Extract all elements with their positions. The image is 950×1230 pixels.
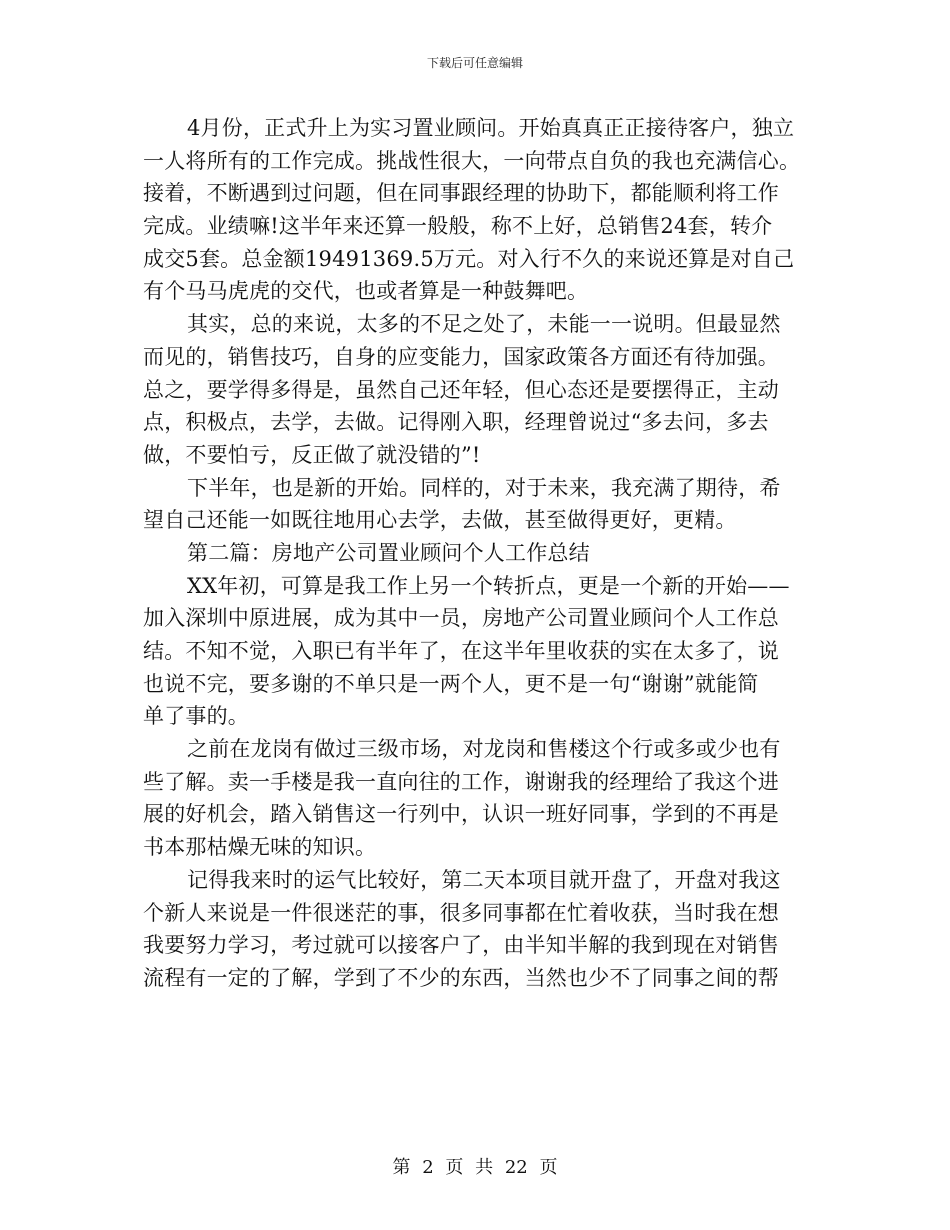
text-line: 一人将所有的工作完成。挑战性很大，一向带点自负的我也充满信心。 — [143, 148, 801, 173]
text-line: 而见的，销售技巧，自身的应变能力，国家政策各方面还有待加强。 — [143, 344, 779, 369]
text-line: 做，不要怕亏，反正做了就没错的”! — [143, 442, 481, 467]
text-line: 其实，总的来说，太多的不足之处了，未能一一说明。但最显然 — [187, 312, 781, 337]
page-header: 下载后可任意编辑 — [426, 56, 523, 70]
text-line: 个新人来说是一件很迷茫的事，很多同事都在忙着收获，当时我在想 — [143, 900, 779, 925]
text-line: 总之，要学得多得是，虽然自己还年轻，但心态还是要摆得正，主动 — [143, 377, 779, 402]
text-line: 展的好机会，踏入销售这一行列中，认识一班好同事，学到的不再是 — [143, 802, 779, 827]
text-line: 些了解。卖一手楼是我一直向往的工作，谢谢我的经理给了我这个进 — [143, 769, 779, 794]
text-line: 之前在龙岗有做过三级市场，对龙岗和售楼这个行或多或少也有 — [187, 737, 781, 762]
text-line: 接着，不断遇到过问题，但在同事跟经理的协助下，都能顺利将工作 — [143, 181, 779, 206]
text-line: 加入深圳中原进展，成为其中一员，房地产公司置业顾问个人工作总 — [143, 606, 779, 631]
text-line: 书本那枯燥无味的知识。 — [143, 835, 377, 860]
text-line: 成交5套。总金额19491369.5万元。对入行不久的来说还算是对自己 — [143, 246, 795, 271]
text-line: 也说不完，要多谢的不单只是一两个人，更不是一句“谢谢”就能简 — [143, 671, 759, 696]
text-line: 点，积极点，去学，去做。记得刚入职，经理曾说过“多去问，多去 — [143, 410, 769, 435]
text-line: 4月份，正式升上为实习置业顾问。开始真真正正接待客户，独立 — [187, 116, 795, 140]
text-line: 第二篇：房地产公司置业顾问个人工作总结 — [187, 540, 590, 565]
text-line: 流程有一定的了解，学到了不少的东西，当然也少不了同事之间的帮 — [143, 965, 779, 990]
document-body — [143, 112, 803, 995]
text-line: 单了事的。 — [143, 704, 249, 729]
text-line: 下半年，也是新的开始。同样的，对于未来，我充满了期待，希 — [187, 475, 781, 500]
text-line: XX年初，可算是我工作上另一个转折点，更是一个新的开始—— — [187, 573, 790, 598]
text-line: 结。不知不觉，入职已有半年了，在这半年里收获的实在太多了，说 — [143, 639, 779, 663]
text-line: 我要努力学习，考过就可以接客户了，由半知半解的我到现在对销售 — [143, 933, 779, 958]
text-line: 有个马马虎虎的交代，也或者算是一种鼓舞吧。 — [143, 279, 589, 304]
text-line: 望自己还能一如既往地用心去学，去做，甚至做得更好，更精。 — [143, 508, 737, 533]
text-line: 记得我来时的运气比较好，第二天本项目就开盘了，开盘对我这 — [187, 867, 781, 892]
page-footer: 第 2 页 共 22 页 — [392, 1157, 558, 1178]
text-line: 完成。业绩嘛!这半年来还算一般般，称不上好，总销售24套，转介 — [143, 214, 773, 239]
